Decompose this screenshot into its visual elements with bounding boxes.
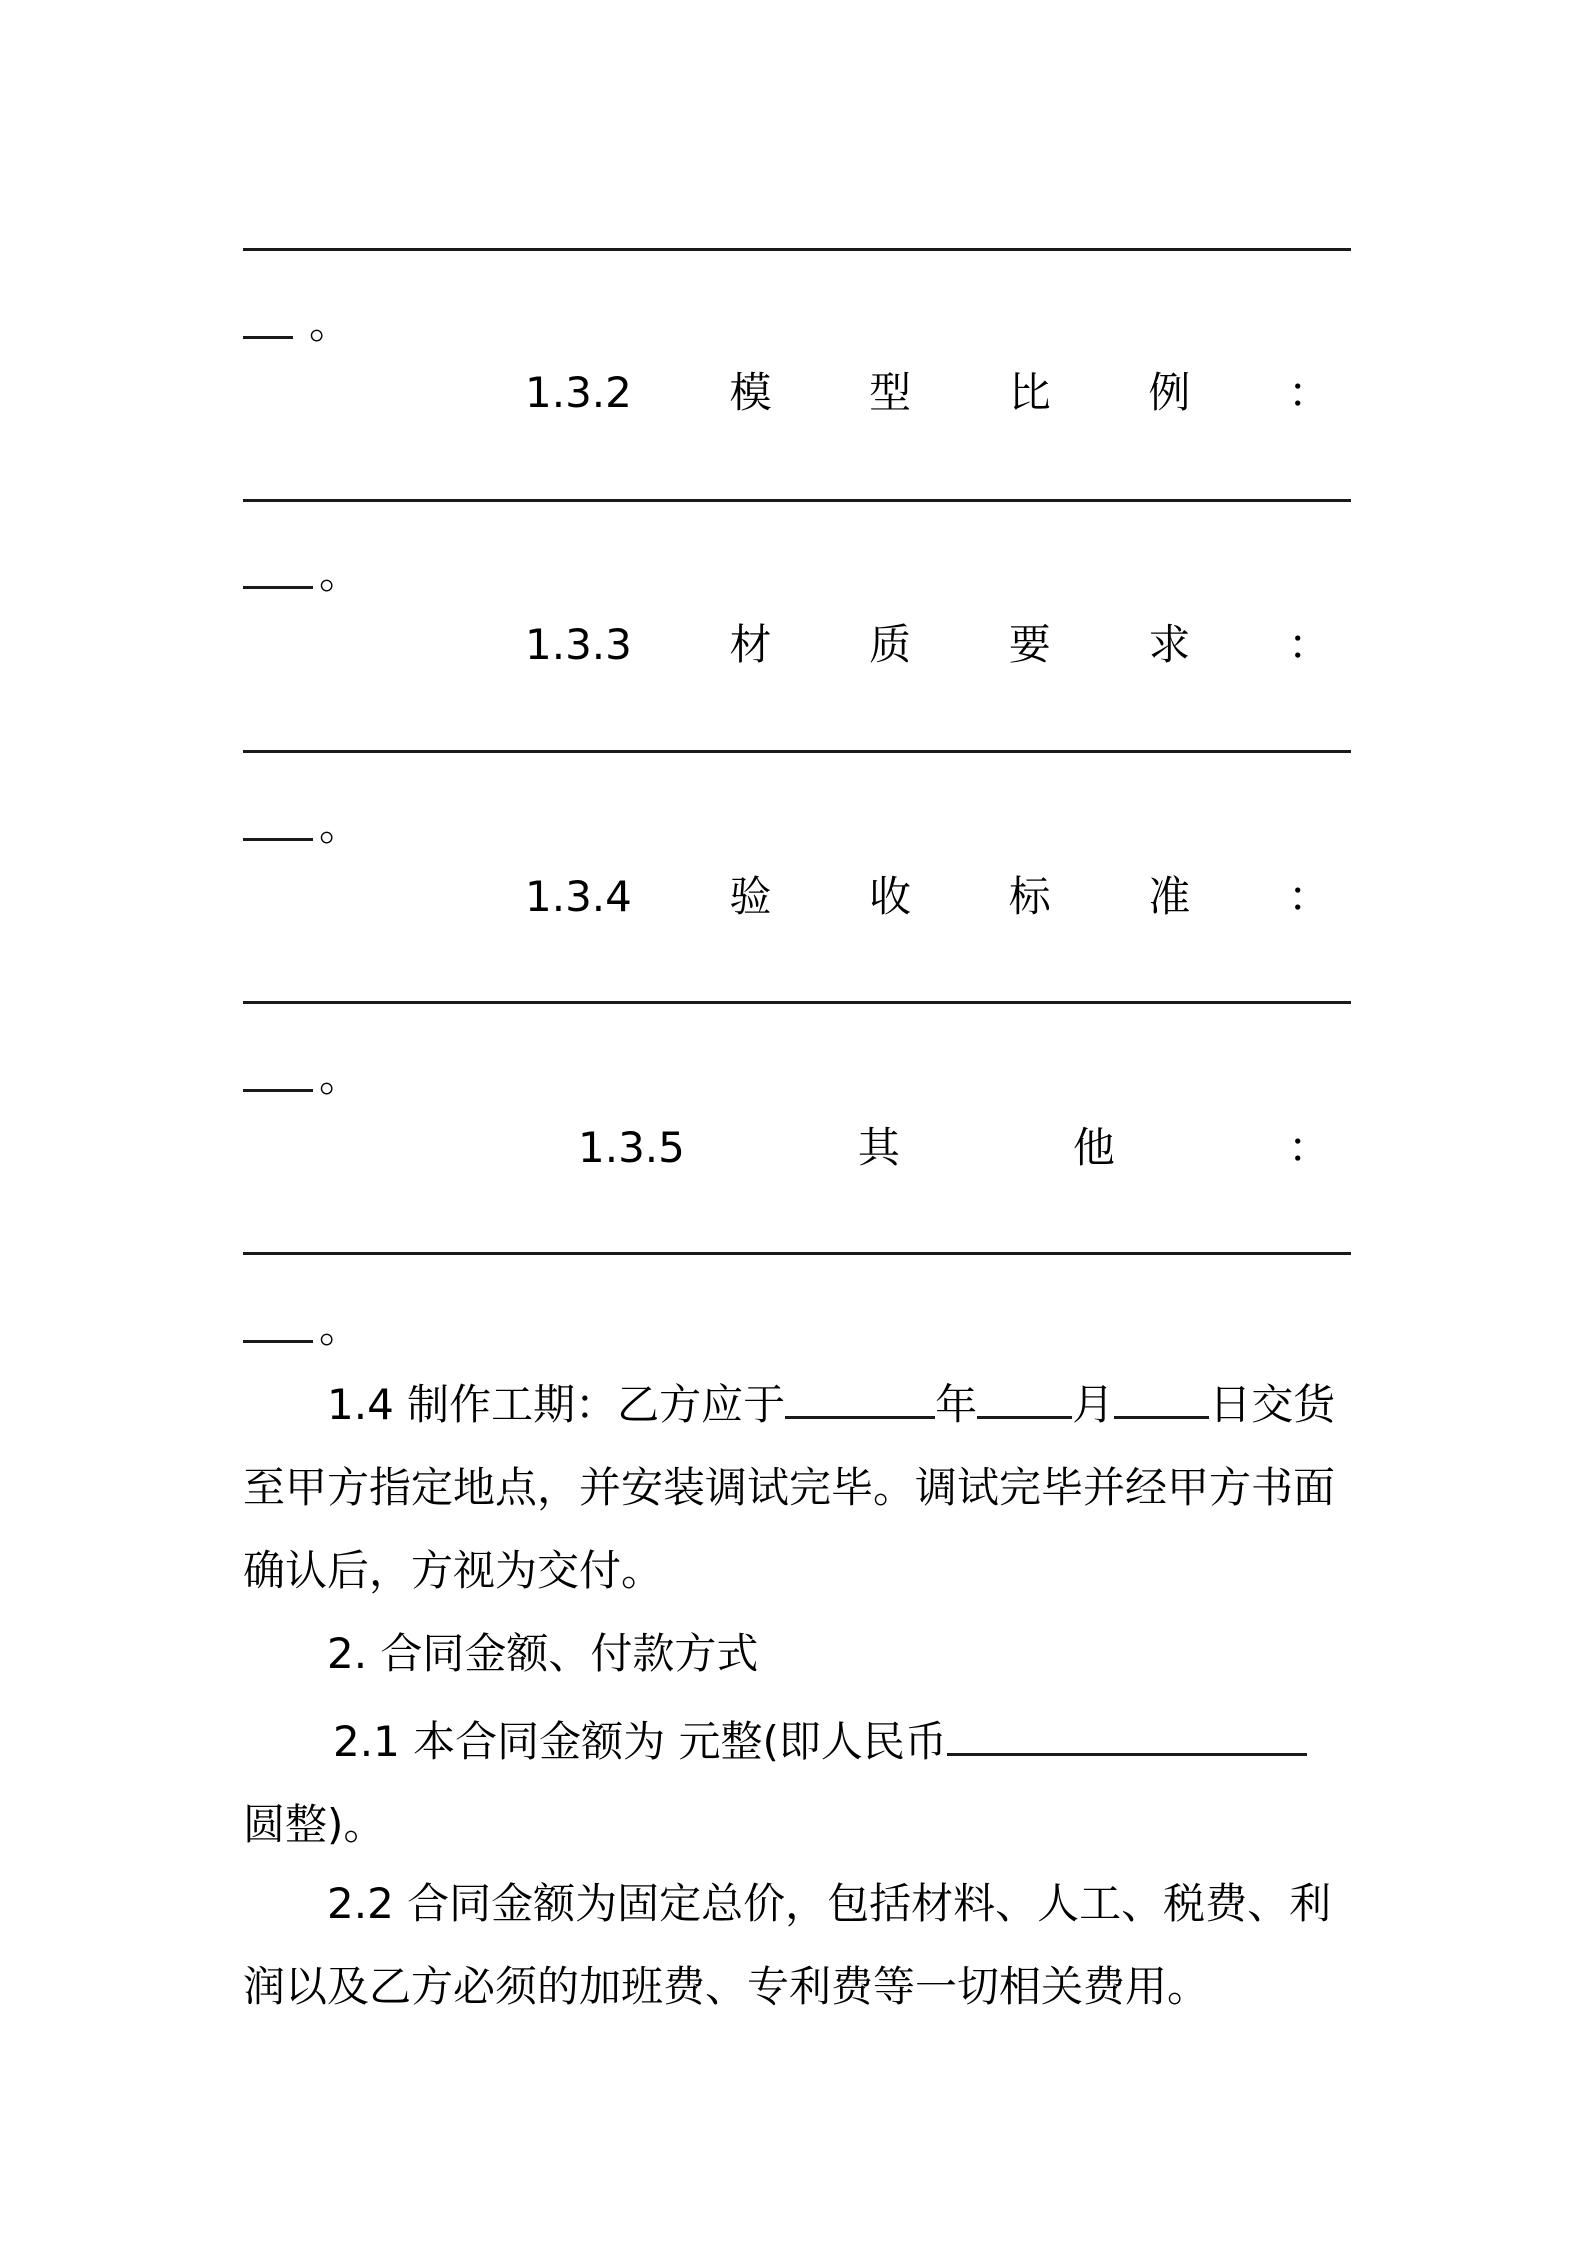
item-char: 验 xyxy=(729,872,772,921)
clause-2-1 xyxy=(243,1700,1353,1866)
text: 1.4 制作工期：乙方应于 xyxy=(327,1380,786,1429)
item-char: 型 xyxy=(869,368,912,417)
clause-1-4-line-3: 确认后，方视为交付。 xyxy=(243,1546,664,1595)
clause-2-1-line-1 xyxy=(243,1700,1353,1783)
item-char: 收 xyxy=(869,872,912,921)
fill-in-blank-line[interactable] xyxy=(243,1001,1351,1004)
item-colon: ： xyxy=(1287,872,1330,921)
heading-text: 2. 合同金额、付款方式 xyxy=(327,1629,759,1678)
item-colon: ： xyxy=(1287,1123,1330,1172)
amount-blank[interactable] xyxy=(947,1717,1307,1756)
item-char: 他 xyxy=(1072,1123,1115,1172)
item-number: 1.3.4 xyxy=(525,872,632,921)
blank-line-tail xyxy=(243,787,362,850)
clause-2-2-line-1: 2.2 合同金额为固定总价，包括材料、人工、税费、利 xyxy=(327,1879,1332,1928)
blank-line-tail xyxy=(243,535,362,598)
year-blank[interactable] xyxy=(785,1380,935,1419)
blank-line-tail-bar[interactable] xyxy=(243,336,293,339)
fill-in-blank-line[interactable] xyxy=(243,750,1351,753)
item-char: 求 xyxy=(1148,620,1191,669)
period-mark: 。 xyxy=(319,1303,362,1352)
blank-line-tail-bar[interactable] xyxy=(243,1089,313,1092)
period-mark: 。 xyxy=(319,801,362,850)
period-mark: 。 xyxy=(319,1052,362,1101)
fill-in-blank-line[interactable] xyxy=(243,1252,1351,1255)
blank-line-tail-bar[interactable] xyxy=(243,586,313,589)
item-1-3-3 xyxy=(525,617,1330,673)
item-char: 准 xyxy=(1148,872,1191,921)
period-mark: 。 xyxy=(309,299,352,348)
item-1-3-2 xyxy=(525,365,1330,421)
item-colon: ： xyxy=(1287,620,1330,669)
item-char: 其 xyxy=(857,1123,900,1172)
item-number: 1.3.5 xyxy=(578,1123,685,1172)
fill-in-blank-line[interactable] xyxy=(243,248,1351,251)
blank-line-tail xyxy=(243,1289,362,1352)
blank-line-tail xyxy=(243,1038,362,1101)
item-1-3-4 xyxy=(525,869,1330,925)
clause-1-4 xyxy=(243,1363,1353,1446)
text: 日交货 xyxy=(1209,1380,1336,1429)
clause-2-2-line-2: 润以及乙方必须的加班费、专利费等一切相关费用。 xyxy=(243,1962,1210,2011)
clause-1-4-cont xyxy=(243,1446,1353,1612)
item-number: 1.3.2 xyxy=(525,368,632,417)
day-blank[interactable] xyxy=(1114,1380,1209,1419)
section-2-heading xyxy=(243,1612,1353,1695)
item-char: 要 xyxy=(1008,620,1051,669)
clause-2-2-cont xyxy=(243,1945,1353,2028)
item-char: 标 xyxy=(1008,872,1051,921)
fill-in-blank-line[interactable] xyxy=(243,499,1351,502)
blank-line-tail-bar[interactable] xyxy=(243,838,313,841)
text: 月 xyxy=(1072,1380,1115,1429)
clause-1-4-line-1 xyxy=(243,1363,1353,1446)
item-number: 1.3.3 xyxy=(525,620,632,669)
item-char: 材 xyxy=(729,620,772,669)
clause-2-2 xyxy=(243,1862,1353,1945)
blank-line-tail xyxy=(243,285,352,348)
text: 年 xyxy=(935,1380,978,1429)
period-mark: 。 xyxy=(319,549,362,598)
blank-line-tail-bar[interactable] xyxy=(243,1340,313,1343)
text: 2.1 本合同金额为 元整(即人民币 xyxy=(333,1717,947,1766)
clause-2-1-line-2: 圆整)。 xyxy=(243,1800,386,1849)
clause-1-4-line-2: 至甲方指定地点，并安装调试完毕。调试完毕并经甲方书面 xyxy=(243,1463,1336,1512)
item-char: 质 xyxy=(869,620,912,669)
item-char: 例 xyxy=(1148,368,1191,417)
item-1-3-5 xyxy=(578,1120,1330,1176)
item-char: 比 xyxy=(1008,368,1051,417)
item-colon: ： xyxy=(1287,368,1330,417)
month-blank[interactable] xyxy=(977,1380,1072,1419)
item-char: 模 xyxy=(729,368,772,417)
